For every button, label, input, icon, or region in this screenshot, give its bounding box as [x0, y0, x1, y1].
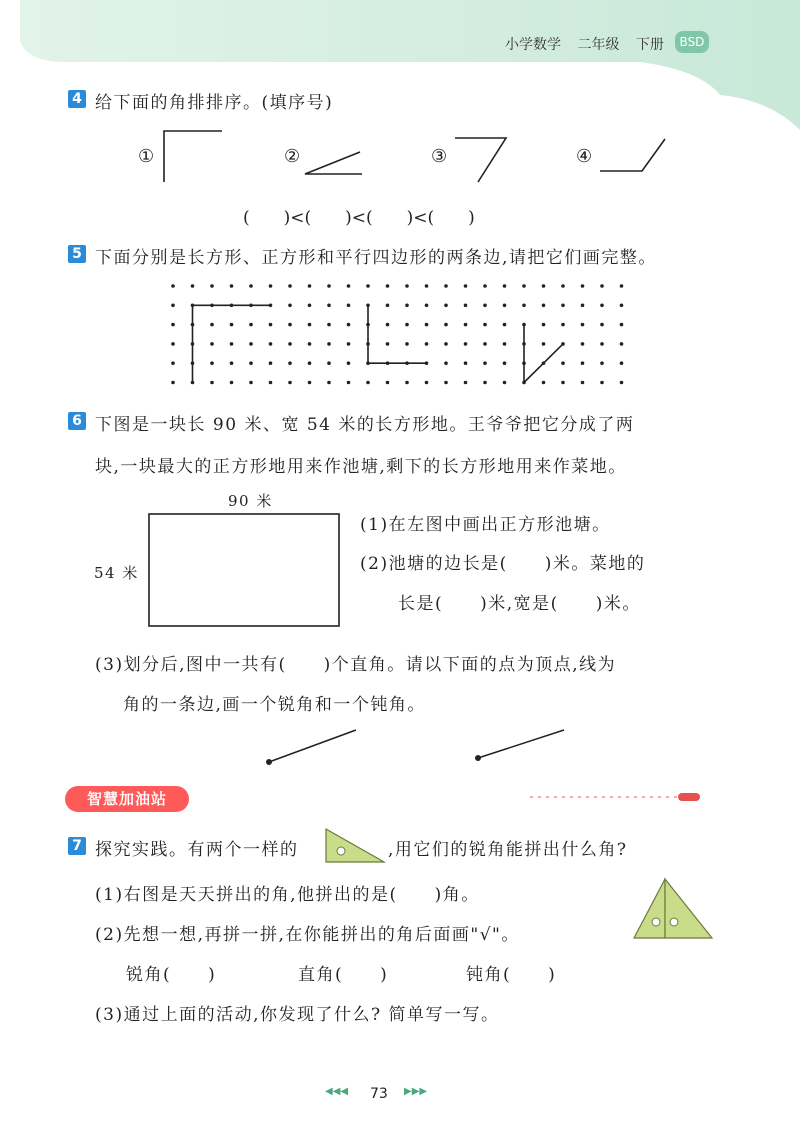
section-tag: 智慧加油站 [65, 786, 189, 812]
grid-dot [444, 361, 448, 365]
grid-dot [425, 284, 429, 288]
grid-dot [249, 323, 253, 327]
grid-dot [366, 381, 370, 385]
grid-dot [288, 284, 292, 288]
grid-dot [386, 381, 390, 385]
grid-dot [230, 361, 234, 365]
q4-number: 4 [68, 90, 86, 108]
grid-dot [327, 323, 331, 327]
grid-dot [503, 304, 507, 308]
dot-grid [0, 270, 800, 400]
grid-dot [542, 284, 546, 288]
q4-blanks: ( )<( )<( )<( ) [243, 208, 475, 228]
grid-dot [444, 342, 448, 346]
grid-dot [620, 361, 624, 365]
q6-line2: 块,一块最大的正方形地用来作池塘,剩下的长方形地用来作菜地。 [95, 457, 627, 477]
edition-badge: BSD [675, 31, 709, 53]
grid-dot [483, 304, 487, 308]
parallelogram-edges [524, 325, 563, 383]
q6-number: 6 [68, 412, 86, 430]
q4-label-3: ③ [431, 146, 448, 167]
grid-dot [581, 381, 585, 385]
grid-dot [503, 323, 507, 327]
square-edges [368, 305, 427, 363]
grid-dot [483, 361, 487, 365]
grid-dot [308, 323, 312, 327]
q4-label-2: ② [284, 146, 301, 167]
grid-dot [483, 323, 487, 327]
ray-1 [269, 730, 356, 762]
q7-text-b: ,用它们的锐角能拼出什么角? [388, 840, 628, 860]
grid-dot [191, 284, 195, 288]
q6-rectangle [140, 505, 350, 635]
header-subject: 小学数学 [505, 37, 561, 53]
grid-dot [210, 323, 214, 327]
grid-dot [522, 304, 526, 308]
grid-dot [347, 361, 351, 365]
ray-1-vertex [266, 759, 272, 765]
grid-dot [483, 381, 487, 385]
grid-dot [269, 342, 273, 346]
grid-dot [503, 361, 507, 365]
grid-dot [425, 304, 429, 308]
grid-dot [542, 304, 546, 308]
grid-dot [171, 323, 175, 327]
grid-dot [386, 323, 390, 327]
q6-width-label: 90 米 [228, 492, 273, 510]
q5-number: 5 [68, 245, 86, 263]
grid-dot [249, 381, 253, 385]
ray-2 [478, 730, 564, 758]
grid-dot [620, 342, 624, 346]
grid-dot [327, 284, 331, 288]
grid-dot [327, 304, 331, 308]
grid-dot [308, 304, 312, 308]
grid-dot [561, 284, 565, 288]
grid-dot [308, 361, 312, 365]
grid-dot [620, 323, 624, 327]
grid-dot [620, 304, 624, 308]
grid-dot [581, 323, 585, 327]
grid-dot [210, 284, 214, 288]
grid-dot [210, 361, 214, 365]
header-grade: 二年级 [577, 37, 620, 53]
angle-4 [600, 139, 665, 171]
grid-dot [230, 342, 234, 346]
q6-sub3a: (3)划分后,图中一共有( )个直角。请以下面的点为顶点,线为 [95, 655, 617, 675]
grid-dot [210, 381, 214, 385]
q6-sub2a: (2)池塘的边长是( )米。菜地的 [360, 554, 646, 574]
grid-dot [269, 381, 273, 385]
grid-dot [464, 323, 468, 327]
grid-dot [347, 323, 351, 327]
grid-dot [464, 284, 468, 288]
grid-dot [542, 342, 546, 346]
grid-dot [405, 304, 409, 308]
grid-dot [444, 284, 448, 288]
grid-dot [425, 342, 429, 346]
grid-dot [405, 381, 409, 385]
grid-dot [269, 323, 273, 327]
grid-dot [308, 284, 312, 288]
grid-dot [620, 381, 624, 385]
grid-dot [347, 284, 351, 288]
angle-3 [455, 138, 506, 182]
section-divider [190, 790, 710, 804]
grid-dot [386, 304, 390, 308]
grid-dot [581, 342, 585, 346]
q6-height-label: 54 米 [94, 564, 139, 582]
grid-dot [288, 342, 292, 346]
page-number: 73 [370, 1086, 388, 1102]
grid-dot [464, 304, 468, 308]
grid-dot [503, 381, 507, 385]
grid-dot [600, 361, 604, 365]
grid-dot [425, 323, 429, 327]
grid-dot [503, 284, 507, 288]
q7-sub3: (3)通过上面的活动,你发现了什么? 简单写一写。 [95, 1005, 500, 1025]
grid-dot [581, 304, 585, 308]
grid-dot [503, 342, 507, 346]
set-square-icon [323, 825, 387, 865]
grid-dot [542, 381, 546, 385]
q6-sub2b: 长是( )米,宽是( )米。 [398, 594, 641, 614]
grid-dot [210, 342, 214, 346]
grid-dot [288, 304, 292, 308]
grid-dot [327, 361, 331, 365]
grid-dot [425, 381, 429, 385]
grid-dot [464, 342, 468, 346]
q7-number: 7 [68, 837, 86, 855]
grid-dot [620, 284, 624, 288]
grid-dot [230, 381, 234, 385]
q5-text: 下面分别是长方形、正方形和平行四边形的两条边,请把它们画完整。 [95, 248, 657, 268]
q6-sub1: (1)在左图中画出正方形池塘。 [360, 515, 611, 535]
grid-dot [171, 304, 175, 308]
grid-dot [561, 323, 565, 327]
grid-dot [542, 323, 546, 327]
grid-dot [386, 284, 390, 288]
grid-dot [405, 323, 409, 327]
grid-dot [600, 381, 604, 385]
grid-dot [269, 284, 273, 288]
grid-dot [386, 342, 390, 346]
grid-dot [600, 304, 604, 308]
grid-dot [444, 323, 448, 327]
q7-text-a: 探究实践。有两个一样的 [95, 840, 299, 860]
grid-dot [171, 381, 175, 385]
q4-text: 给下面的角排排序。(填序号) [95, 93, 334, 113]
grid-dot [327, 342, 331, 346]
grid-dot [444, 304, 448, 308]
q4-angles [0, 120, 800, 200]
grid-dot [327, 381, 331, 385]
grid-dot [464, 361, 468, 365]
grid-dot [269, 361, 273, 365]
footer-left-arrows: ◀◀◀ [325, 1086, 349, 1097]
angle-1 [164, 131, 222, 182]
grid-dot [464, 381, 468, 385]
q7-option-right: 直角( ) [298, 965, 389, 985]
grid-dot [581, 284, 585, 288]
q4-label-4: ④ [576, 146, 593, 167]
grid-dot [230, 323, 234, 327]
grid-dot [347, 304, 351, 308]
grid-dot [288, 323, 292, 327]
grid-dot [288, 361, 292, 365]
grid-dot [561, 361, 565, 365]
grid-dot [581, 361, 585, 365]
grid-dot [405, 342, 409, 346]
grid-dot [230, 284, 234, 288]
q7-option-obtuse: 钝角( ) [466, 965, 557, 985]
grid-dot [249, 361, 253, 365]
grid-dot [483, 342, 487, 346]
grid-dot [171, 361, 175, 365]
grid-dot [600, 323, 604, 327]
angle-2 [305, 152, 362, 174]
combined-triangle-figure [628, 875, 718, 943]
grid-dot [366, 284, 370, 288]
grid-dot [444, 381, 448, 385]
grid-dot [483, 284, 487, 288]
grid-dot [522, 284, 526, 288]
q6-rays [0, 720, 800, 780]
grid-dot [600, 342, 604, 346]
grid-dot [561, 381, 565, 385]
grid-dot [405, 284, 409, 288]
q7-sub2: (2)先想一想,再拼一拼,在你能拼出的角后面画"√"。 [95, 925, 520, 945]
grid-dot [347, 342, 351, 346]
q7-option-acute: 锐角( ) [126, 965, 217, 985]
header-text [505, 34, 676, 54]
grid-dot [308, 342, 312, 346]
ray-2-vertex [475, 755, 481, 761]
q4-label-1: ① [138, 146, 155, 167]
footer-right-arrows: ▶▶▶ [404, 1086, 428, 1097]
header-volume: 下册 [635, 37, 664, 53]
grid-dot [249, 342, 253, 346]
grid-dot [347, 381, 351, 385]
grid-dot [249, 284, 253, 288]
q7-sub1: (1)右图是天天拼出的角,他拼出的是( )角。 [95, 885, 480, 905]
grid-dot [600, 284, 604, 288]
q6-sub3b: 角的一条边,画一个锐角和一个钝角。 [123, 695, 426, 715]
grid-dot [171, 284, 175, 288]
grid-dot [288, 381, 292, 385]
q6-line1: 下图是一块长 90 米、宽 54 米的长方形地。王爷爷把它分成了两 [95, 415, 635, 435]
grid-dot [308, 381, 312, 385]
grid-dot [561, 304, 565, 308]
grid-dot [171, 342, 175, 346]
